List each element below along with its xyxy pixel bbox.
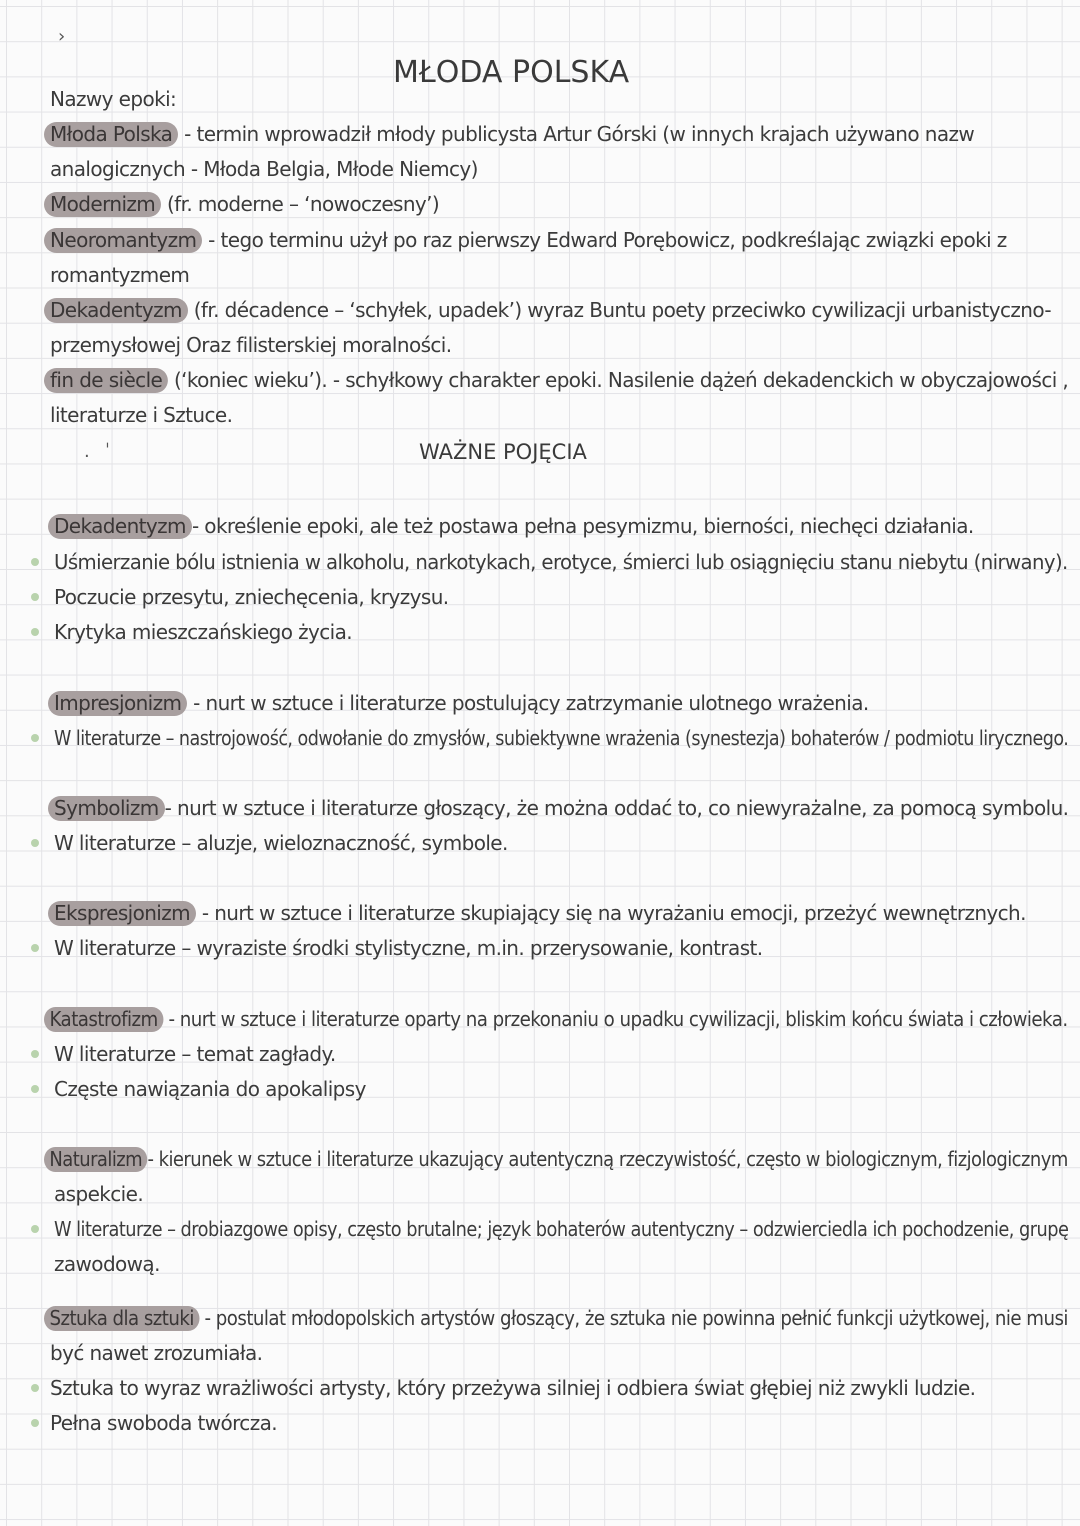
definition-text: (fr. moderne – ‘nowoczesny’) xyxy=(161,192,440,216)
pen-mark: · xyxy=(84,446,90,467)
concept-definition xyxy=(48,898,1026,928)
concept-definition xyxy=(44,1004,1068,1034)
concept-definition xyxy=(44,1144,1068,1174)
bullet-text: W literaturze – aluzje, wieloznaczność, symbole. xyxy=(54,831,508,855)
definition-continuation: aspekcie. xyxy=(54,1182,144,1206)
term-highlight: Sztuka dla sztuki xyxy=(44,1306,199,1331)
bullet-text: W literaturze – drobiazgowe opisy, często brutalne; język bohaterów autentyczny – odzwierciedla ich pochodzenie, grupę xyxy=(54,1217,1069,1241)
bullet-text: W literaturze – temat zagłady. xyxy=(54,1042,336,1066)
definition-continuation: być nawet zrozumiała. xyxy=(50,1341,263,1365)
bullet-dot xyxy=(31,1085,39,1093)
bullet-dot xyxy=(31,1419,39,1427)
definition-continuation: romantyzmem xyxy=(50,263,190,287)
nazwa-item xyxy=(44,225,1007,255)
definition-text: - określenie epoki, ale też postawa pełna pesymizmu, bierności, niechęci działania. xyxy=(191,514,974,538)
definition-text: - nurt w sztuce i literaturze głoszący, że można oddać to, co niewyrażalne, za pomocą symbolu. xyxy=(164,796,1069,820)
section-heading-nazwy: Nazwy epoki: xyxy=(50,87,177,111)
bullet-text: Pełna swoboda twórcza. xyxy=(50,1411,278,1435)
bullet-dot xyxy=(31,1225,39,1233)
term-highlight: Dekadentyzm xyxy=(48,514,192,539)
bullet-dot xyxy=(31,1384,39,1392)
bullet-dot xyxy=(31,944,39,952)
term-highlight: Dekadentyzm xyxy=(44,298,188,323)
term-highlight: Symbolizm xyxy=(48,796,165,821)
definition-text: - kierunek w sztuce i literaturze ukazujący autentyczną rzeczywistość, często w biologicznym, fizjologicznym xyxy=(147,1147,1068,1171)
bullet-dot xyxy=(31,593,39,601)
concept-definition xyxy=(48,688,869,718)
definition-continuation: literaturze i Sztuce. xyxy=(50,403,233,427)
nazwa-item xyxy=(44,119,974,149)
term-highlight: fin de siècle xyxy=(44,368,168,393)
bullet-dot xyxy=(31,628,39,636)
nazwa-item xyxy=(44,189,439,219)
concept-definition xyxy=(48,511,974,541)
bullet-text: Uśmierzanie bólu istnienia w alkoholu, narkotykach, erotyce, śmierci lub osiągnięciu stanu niebytu (nirwany). xyxy=(54,550,1068,574)
concept-definition xyxy=(48,793,1068,823)
nazwa-item xyxy=(44,365,1068,395)
definition-continuation: przemysłowej Oraz filisterskiej moralności. xyxy=(50,333,452,357)
term-highlight: Modernizm xyxy=(44,192,161,217)
bullet-dot xyxy=(31,558,39,566)
bullet-text: Krytyka mieszczańskiego życia. xyxy=(54,620,353,644)
page-title: MŁODA POLSKA xyxy=(393,55,630,90)
nazwa-item xyxy=(44,295,1051,325)
definition-text: - termin wprowadził młody publicysta Artur Górski (w innych krajach używano nazw xyxy=(178,122,975,146)
term-highlight: Impresjonizm xyxy=(48,691,187,716)
definition-text: - tego terminu użył po raz pierwszy Edward Porębowicz, podkreślając związki epoki z xyxy=(202,228,1007,252)
definition-text: - nurt w sztuce i literaturze oparty na przekonaniu o upadku cywilizacji, bliskim końcu świata i człowieka. xyxy=(163,1007,1068,1031)
bullet-dot xyxy=(31,1050,39,1058)
bullet-text: Poczucie przesytu, zniechęcenia, kryzysu. xyxy=(54,585,449,609)
bullet-dot xyxy=(31,839,39,847)
term-highlight: Katastrofizm xyxy=(44,1007,163,1032)
bullet-text: W literaturze – wyraziste środki stylistyczne, m.in. przerysowanie, kontrast. xyxy=(54,936,763,960)
term-highlight: Neoromantyzm xyxy=(44,228,202,253)
concept-definition xyxy=(44,1303,1068,1333)
term-highlight: Młoda Polska xyxy=(44,122,178,147)
pen-mark: ˈ xyxy=(105,440,110,461)
definition-text: - nurt w sztuce i literaturze skupiający się na wyrażaniu emocji, przeżyć wewnętrznych. xyxy=(196,901,1026,925)
section-heading-pojecia: WAŻNE POJĘCIA xyxy=(419,440,587,464)
bullet-text: W literaturze – nastrojowość, odwołanie do zmysłów, subiektywne wrażenia (synestezja) bohaterów / podmiotu lirycznego. xyxy=(54,726,1069,750)
definition-text: (‘koniec wieku’). - schyłkowy charakter epoki. Nasilenie dążeń dekadenckich w obyczajowości , xyxy=(168,368,1069,392)
definition-text: (fr. décadence – ‘schyłek, upadek’) wyraz Buntu poety przeciwko cywilizacji urbanistyczno- xyxy=(187,298,1051,322)
definition-text: - nurt w sztuce i literaturze postulujący zatrzymanie ulotnego wrażenia. xyxy=(187,691,869,715)
definition-text: - postulat młodopolskich artystów głoszący, że sztuka nie powinna pełnić funkcji użytkowej, nie musi xyxy=(199,1306,1068,1330)
bullet-dot xyxy=(31,734,39,742)
definition-continuation: analogicznych - Młoda Belgia, Młode Niemcy) xyxy=(50,157,478,181)
pen-mark: › xyxy=(58,26,66,47)
bullet-continuation: zawodową. xyxy=(54,1252,160,1276)
bullet-text: Sztuka to wyraz wrażliwości artysty, który przeżywa silniej i odbiera świat głębiej niż zwykli ludzie. xyxy=(50,1376,976,1400)
term-highlight: Naturalizm xyxy=(44,1147,147,1172)
bullet-text: Częste nawiązania do apokalipsy xyxy=(54,1077,366,1101)
term-highlight: Ekspresjonizm xyxy=(48,901,196,926)
